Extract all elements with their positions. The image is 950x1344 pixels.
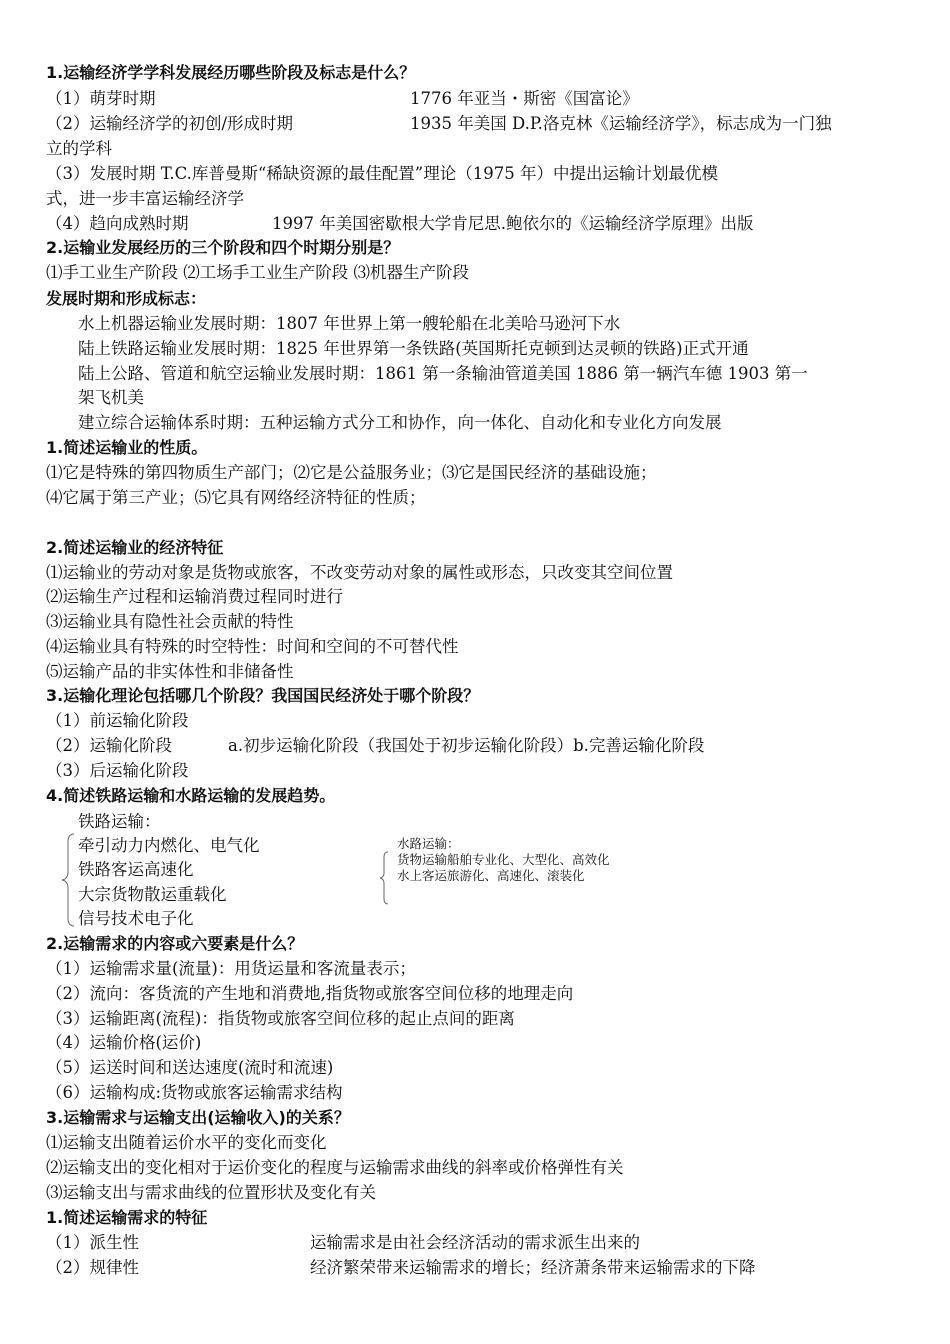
q2-period-1: 水上机器运输业发展时期：1807 年世界上第一艘轮船在北美哈马逊河下水 (78, 314, 621, 333)
q2-heading: 2.运输业发展经历的三个阶段和四个时期分别是？ (46, 238, 400, 257)
traits-heading: 1.简述运输需求的特征 (46, 1208, 208, 1227)
econ-item-2: ⑵运输生产过程和运输消费过程同时进行 (46, 587, 343, 606)
water-item-2: 水上客运旅游化、高速化、滚装化 (397, 868, 585, 883)
nature-line-2: ⑷它属于第三产业；⑸它具有网络经济特征的性质； (46, 488, 426, 507)
q1-item-3: （3）发展时期 T.C.库普曼斯“稀缺资源的最佳配置”理论（1975 年）中提出运输计划最优模 (46, 164, 718, 183)
q1-item-2-label: （2）运输经济学的初创/形成时期 (46, 114, 294, 133)
q2-period-3: 陆上公路、管道和航空运输业发展时期：1861 第一条输油管道美国 1886 第一辆汽车德 1903 第一 (78, 364, 808, 383)
q3-stage-2-detail: a.初步运输化阶段（我国处于初步运输化阶段）b.完善运输化阶段 (228, 736, 705, 755)
demand-heading: 2.运输需求的内容或六要素是什么？ (46, 934, 304, 953)
q4-heading: 4.简述铁路运输和水路运输的发展趋势。 (46, 786, 336, 805)
trait-1-label: （1）派生性 (46, 1233, 139, 1252)
q1-item-1-mark: 1776 年亚当・斯密《国富论》 (410, 89, 639, 108)
trait-2-desc: 经济繁荣带来运输需求的增长；经济萧条带来运输需求的下降 (310, 1258, 756, 1277)
water-title: 水路运输： (397, 836, 460, 851)
q3-stage-1: （1）前运输化阶段 (46, 711, 189, 730)
demand-item-5: （5）运送时间和送达速度(流时和流速) (46, 1058, 334, 1077)
econ-item-3: ⑶运输业具有隐性社会贡献的特性 (46, 612, 294, 631)
q1-item-2-mark: 1935 年美国 D.P.洛克林《运输经济学》，标志成为一门独 (410, 114, 832, 133)
trait-2-label: （2）规律性 (46, 1258, 139, 1277)
q1-item-2-cont: 立的学科 (46, 139, 112, 158)
rail-title: 铁路运输： (78, 812, 161, 831)
nature-line-1: ⑴它是特殊的第四物质生产部门；⑵它是公益服务业；⑶它是国民经济的基础设施； (46, 463, 657, 482)
q1-item-4-label: （4）趋向成熟时期 (46, 214, 189, 233)
rail-item-3: 大宗货物散运重载化 (78, 885, 227, 904)
q1-heading: 1.运输经济学学科发展经历哪些阶段及标志是什么？ (46, 63, 416, 82)
nature-heading: 1.简述运输业的性质。 (46, 438, 208, 457)
expense-item-3: ⑶运输支出与需求曲线的位置形状及变化有关 (46, 1183, 376, 1202)
rail-brace (60, 832, 76, 928)
q3-stage-2-label: （2）运输化阶段 (46, 736, 172, 755)
expense-item-1: ⑴运输支出随着运价水平的变化而变化 (46, 1133, 327, 1152)
q2-periods-heading: 发展时期和形成标志： (46, 289, 207, 308)
demand-item-2: （2）流向：客货流的产生地和消费地,指货物或旅客空间位移的地理走向 (46, 984, 574, 1003)
econ-item-1: ⑴运输业的劳动对象是货物或旅客，不改变劳动对象的属性或形态，只改变其空间位置 (46, 563, 673, 582)
rail-item-1: 牵引动力内燃化、电气化 (78, 836, 260, 855)
demand-item-1: （1）运输需求量(流量)：用货运量和客流量表示； (46, 959, 416, 978)
demand-item-4: （4）运输价格(运价) (46, 1033, 202, 1052)
q2-period-2: 陆上铁路运输业发展时期：1825 年世界第一条铁路(英国斯托克顿到达灵顿的铁路)正式开通 (78, 339, 749, 358)
q2-stages: ⑴手工业生产阶段 ⑵工场手工业生产阶段 ⑶机器生产阶段 (46, 263, 469, 282)
econ-heading: 2.简述运输业的经济特征 (46, 538, 224, 557)
water-item-1: 货物运输船舶专业化、大型化、高效化 (397, 852, 610, 867)
q3-heading: 3.运输化理论包括哪几个阶段？我国国民经济处于哪个阶段？ (46, 686, 480, 705)
water-brace (378, 851, 390, 905)
q1-item-3-cont: 式，进一步丰富运输经济学 (46, 189, 244, 208)
q1-item-1-label: （1）萌芽时期 (46, 89, 156, 108)
trait-1-desc: 运输需求是由社会经济活动的需求派生出来的 (310, 1233, 640, 1252)
econ-item-4: ⑷运输业具有特殊的时空特性：时间和空间的不可替代性 (46, 637, 459, 656)
demand-item-6: （6）运输构成:货物或旅客运输需求结构 (46, 1083, 343, 1102)
econ-item-5: ⑸运输产品的非实体性和非储备性 (46, 662, 294, 681)
rail-item-2: 铁路客运高速化 (78, 860, 194, 879)
q2-period-3-cont: 架飞机美 (78, 388, 144, 407)
expense-item-2: ⑵运输支出的变化相对于运价变化的程度与运输需求曲线的斜率或价格弹性有关 (46, 1158, 624, 1177)
q3-stage-3: （3）后运输化阶段 (46, 761, 189, 780)
q2-period-4: 建立综合运输体系时期：五种运输方式分工和协作，向一体化、自动化和专业化方向发展 (78, 413, 722, 432)
rail-item-4: 信号技术电子化 (78, 909, 194, 928)
q1-item-4-mark: 1997 年美国密歇根大学肯尼思.鲍依尔的《运输经济学原理》出版 (272, 214, 754, 233)
demand-item-3: （3）运输距离(流程)：指货物或旅客空间位移的起止点间的距离 (46, 1009, 515, 1028)
expense-heading: 3.运输需求与运输支出(运输收入)的关系？ (46, 1108, 350, 1127)
